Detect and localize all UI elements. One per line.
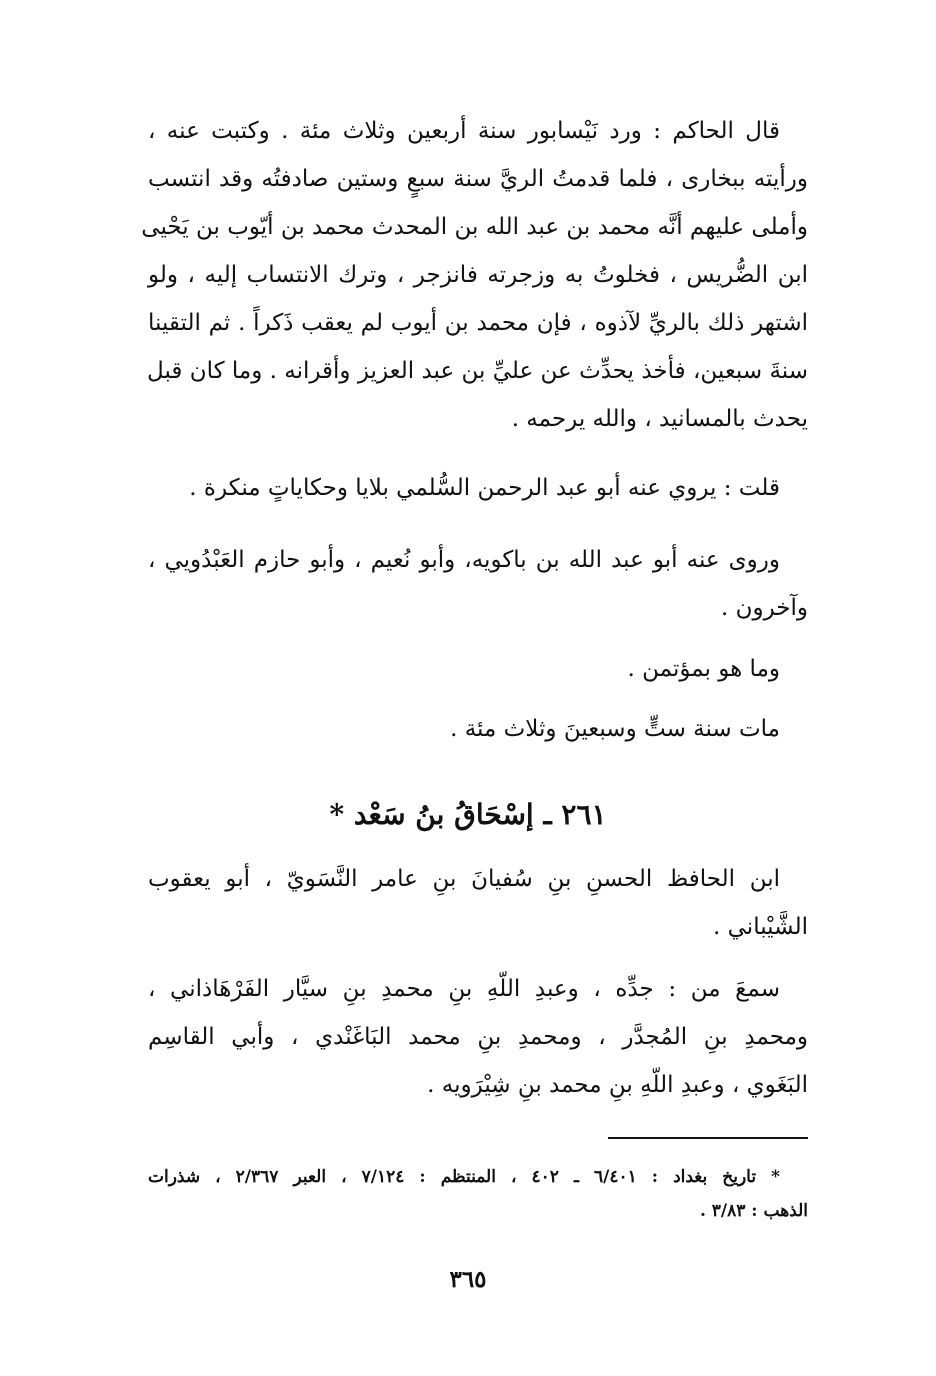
text-line: وروى عنه أبو عبد الله بن باكويه، وأبو نُعيم ، وأبو حازم العَبْدُويي ، — [148, 547, 780, 573]
text-line: ومحمدِ بنِ المُجدَّر ، ومحمدِ بنِ محمد البَاغَنْدي ، وأبي القاسِم — [148, 1024, 808, 1050]
footnote-line: الذهب : ٣/٨٣ . — [699, 1201, 808, 1221]
text-line: سنةَ سبعين، فأخذ يحدِّث عن عليِّ بن عبد العزيز وأقرانه . وما كان قبل — [147, 358, 808, 384]
entry-heading: ٢٦١ ـ إسْحَاقُ بنُ سَعْد * — [329, 798, 607, 831]
footnote-line: * تاريخ بغداد : ٦/٤٠١ ـ ٤٠٢ ، المنتظم : ٧/١٢٤ ، العبر ٢/٣٦٧ ، شذرات — [148, 1167, 780, 1187]
text-line: ورأيته ببخارى ، فلما قدمتُ الريَّ سنة سبعٍ وستين صادفتُه وقد انتسب — [148, 166, 808, 192]
text-line: مات سنة ستٍّ وسبعينَ وثلاث مئة . — [450, 716, 780, 742]
paragraph-lineage — [148, 855, 808, 951]
paragraph-death — [148, 705, 808, 753]
text-line: البَغَوي ، وعبدِ اللّهِ بنِ محمد بنِ شِيْرَويه . — [427, 1072, 808, 1098]
paragraph-qultu — [148, 464, 808, 512]
paragraph-alhakim — [141, 107, 808, 443]
paragraph-rawa-anhu — [148, 536, 808, 632]
text-line: وآخرون . — [720, 595, 808, 621]
text-line: الشَّيْباني . — [713, 914, 808, 940]
text-line: قال الحاكم : ورد نَيْسابور سنة أربعين وثلاث مئة . وكتبت عنه ، — [148, 118, 780, 144]
text-line: سمعَ من : جدِّه ، وعبدِ اللّهِ بنِ محمدِ بنِ سيَّار الفَرْهَاذاني ، — [148, 976, 780, 1002]
paragraph-mutaman — [148, 645, 808, 693]
paragraph-teachers — [148, 965, 808, 1109]
text-line: قلت : يروي عنه أبو عبد الرحمن السُّلمي بلايا وحكاياتٍ منكرة . — [189, 475, 780, 501]
text-line: ابن الضُّريس ، فخلوتُ به وزجرته فانزجر ، وترك الانتساب إليه ، ولو — [148, 262, 808, 288]
page-number: ٣٦٥ — [449, 1266, 487, 1293]
text-line: وأملى عليهم أنَّه محمد بن عبد الله بن المحدث محمد بن أيّوب بن يَحْيى — [141, 214, 808, 240]
footnote-divider — [608, 1137, 808, 1139]
text-line: يحدث بالمسانيد ، والله يرحمه . — [511, 406, 808, 432]
footnote — [148, 1160, 808, 1228]
text-line: ابن الحافظ الحسنِ بنِ سُفيانَ بنِ عامر النَّسَويّ ، أبو يعقوب — [148, 866, 780, 892]
text-line: وما هو بمؤتمن . — [627, 656, 780, 682]
text-line: اشتهر ذلك بالريِّ لآذوه ، فإن محمد بن أيوب لم يعقب ذَكراً . ثم التقينا — [148, 310, 808, 336]
